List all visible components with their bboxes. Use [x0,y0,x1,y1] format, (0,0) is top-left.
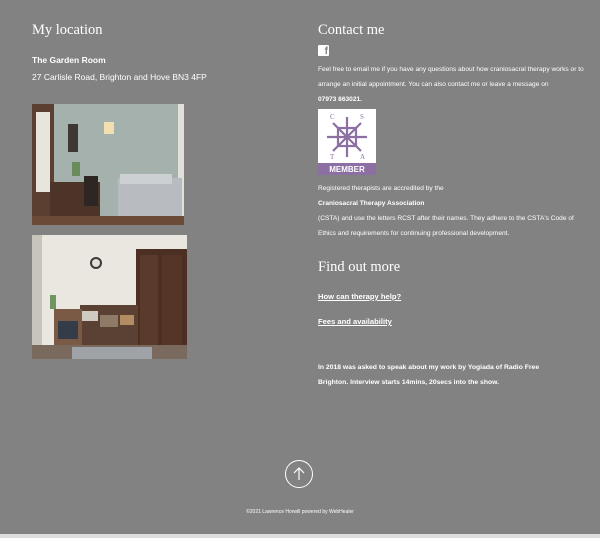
contact-intro: Feel free to email me if you have any questions about how craniosacral therapy works or to arrange an initial appointment. You can also contact me or leave a message on [318,66,584,88]
radio-interview-note: In 2018 was asked to speak about my work by Yogiada of Radio Free Brighton. Interview starts 14mins, 20secs into the show. [318,364,540,386]
csta-member-badge [318,109,376,175]
badge-letter-t: T [330,153,335,161]
location-address: 27 Carlisle Road, Brighton and Hove BN3 4FP [32,72,207,82]
csta-note: (CSTA) and use the letters RCST after their names. They adhere to the CSTA's Code of Ethics and requirements for continuing professional development. [318,215,574,237]
facebook-icon[interactable]: f [318,45,329,56]
location-section [32,22,292,82]
therapy-room-photo-art [32,104,184,225]
accreditation-text: Registered therapists are accredited by the [318,185,444,192]
location-name: The Garden Room [32,55,106,65]
therapy-room-photo [32,104,184,225]
badge-letter-c: C [330,113,335,121]
location-heading: My location [32,22,103,38]
contact-heading: Contact me [318,22,385,38]
footer-credit: ©2021 Lawrence Horwill powered by WebHealer [246,509,354,515]
badge-letter-s: S [360,113,364,121]
find-out-more-heading: Find out more [318,259,401,275]
contact-section [318,22,588,390]
treatment-room-photo-art [32,235,187,359]
bottom-divider [0,534,600,538]
badge-word: MEMBER [329,165,365,174]
contact-phone: 07973 863021. [318,96,363,103]
link-how-therapy-helps[interactable]: How can therapy help? [318,292,402,301]
treatment-room-photo [32,235,187,359]
csta-logo-icon [318,109,376,175]
arrow-up-icon [286,461,312,487]
badge-letter-a: A [360,153,366,161]
scroll-to-top-button[interactable] [285,460,313,488]
association-name: Craniosacral Therapy Association [318,200,425,207]
link-fees-availability[interactable]: Fees and availability [318,317,392,326]
